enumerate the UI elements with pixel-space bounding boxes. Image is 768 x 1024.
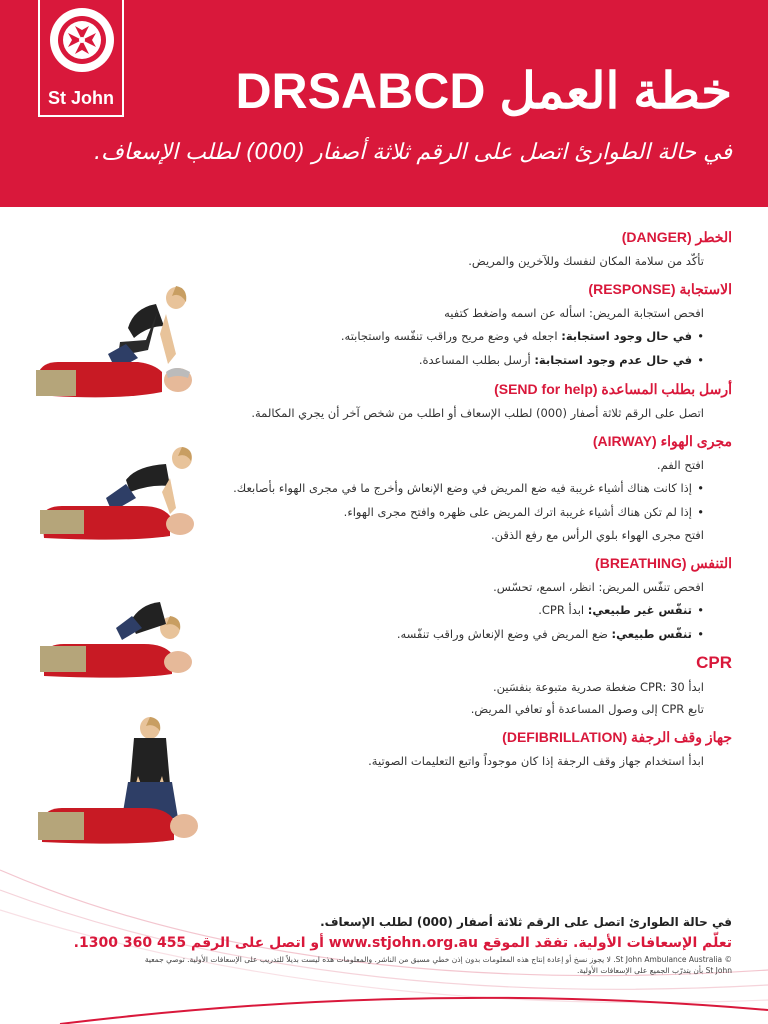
section-title: مجرى الهواء (AIRWAY) (592, 433, 732, 449)
footer-legal-2: St John بأن يتدرّب الجميع على الإسعافات الأولية. (577, 966, 732, 975)
section-line: ابدأ استخدام جهاز وقف الرجفة إذا كان موجوداً واتبع التعليمات الصوتية. (368, 754, 704, 768)
section-line: اتصل على الرقم ثلاثة أصفار (000) لطلب الإسعاف أو اطلب من شخص آخر أن يجري المكالمة. (251, 406, 704, 420)
footer-learn-line: تعلّم الإسعافات الأولية. تفقد الموقع www.stjohn.org.au أو اتصل على الرقم 455 360 1300. (73, 935, 732, 951)
section-bullet (212, 348, 732, 372)
page-title: خطة العمل DRSABCD (235, 63, 732, 119)
section-bullet: • إذا لم تكن هناك أشياء غريبة اترك المريض على ظهره وافتح مجرى الهواء. (212, 500, 732, 524)
section-line: تأكّد من سلامة المكان لنفسك وللآخرين والمريض. (468, 254, 704, 268)
bullet-bold: في حال وجود استجابة: (561, 329, 692, 343)
response-photo (36, 284, 204, 408)
section-line: افتح مجرى الهواء بلوي الرأس مع رفع الذقن. (491, 528, 704, 542)
section-title: CPR (696, 653, 732, 672)
section-bullet (212, 324, 732, 348)
section-cpr (212, 654, 732, 720)
section-title: الخطر (DANGER) (621, 229, 732, 245)
section-bullet (212, 622, 732, 646)
header-banner (0, 0, 768, 207)
bullet-text: ابدأ CPR. (538, 603, 588, 617)
section-bullet (212, 598, 732, 622)
section-danger (212, 228, 732, 272)
section-line: افتح الفم. (656, 458, 704, 472)
section-line: تابع CPR إلى وصول المساعدة أو تعافي المريض. (470, 702, 704, 716)
section-title: جهاز وقف الرجفة (DEFIBRILLATION) (502, 729, 732, 745)
st-john-logo (38, 0, 124, 117)
footer-emergency-line: في حالة الطوارئ اتصل على الرقم ثلاثة أصفار (000) لطلب الإسعاف. (320, 915, 732, 929)
cpr-photo (38, 716, 200, 864)
footer (12, 912, 732, 976)
bullet-text: أرسل بطلب المساعدة. (418, 353, 535, 367)
section-line: افحص استجابة المريض: اسأله عن اسمه واضغط كتفيه (444, 306, 704, 320)
bullet-bold: تنفّس غير طبيعي: (587, 603, 692, 617)
section-send-help (212, 380, 732, 424)
breathing-photo (40, 594, 200, 694)
bullet-bold: في حال عدم وجود استجابة: (534, 353, 692, 367)
footer-legal: © St John Ambulance Australia. لا يجوز نسخ أو إعادة إنتاج هذه المعلومات بدون إذن خطي مسبق من الناشر. والمعلومات هذه ليست بديلاً للتدريب على الإسعافات الأولية. توصي جمعية (144, 955, 732, 964)
section-title: الاستجابة (RESPONSE) (588, 281, 732, 297)
content-area (212, 228, 732, 780)
bullet-bold: تنفّس طبيعي: (611, 627, 692, 641)
section-airway (212, 432, 732, 546)
section-line: افحص تنفّس المريض: انظر، اسمع، تحسّس. (493, 580, 704, 594)
section-defibrillation (212, 728, 732, 772)
section-title: أرسل بطلب المساعدة (SEND for help) (494, 381, 732, 397)
bullet-text: اجعله في وضع مريح وراقب تنفّسه واستجابته. (340, 329, 562, 343)
page-subtitle: في حالة الطوارئ اتصل على الرقم ثلاثة أصفار (000) لطلب الإسعاف. (93, 140, 732, 165)
section-title: التنفس (BREATHING) (595, 555, 732, 571)
section-breathing (212, 554, 732, 646)
maltese-cross-icon (48, 6, 116, 74)
airway-photo (40, 444, 200, 552)
bullet-text: ضع المريض في وضع الإنعاش وراقب تنفّسه. (396, 627, 612, 641)
section-bullet: • إذا كانت هناك أشياء غريبة فيه ضع المريض في وضع الإنعاش وأخرج ما في مجرى الهواء بأصابعك. (212, 476, 732, 500)
section-response (212, 280, 732, 372)
logo-text: St John (48, 88, 114, 108)
section-line: ابدأ CPR: 30 ضغطة صدرية متبوعة بنفسَين. (492, 680, 704, 694)
